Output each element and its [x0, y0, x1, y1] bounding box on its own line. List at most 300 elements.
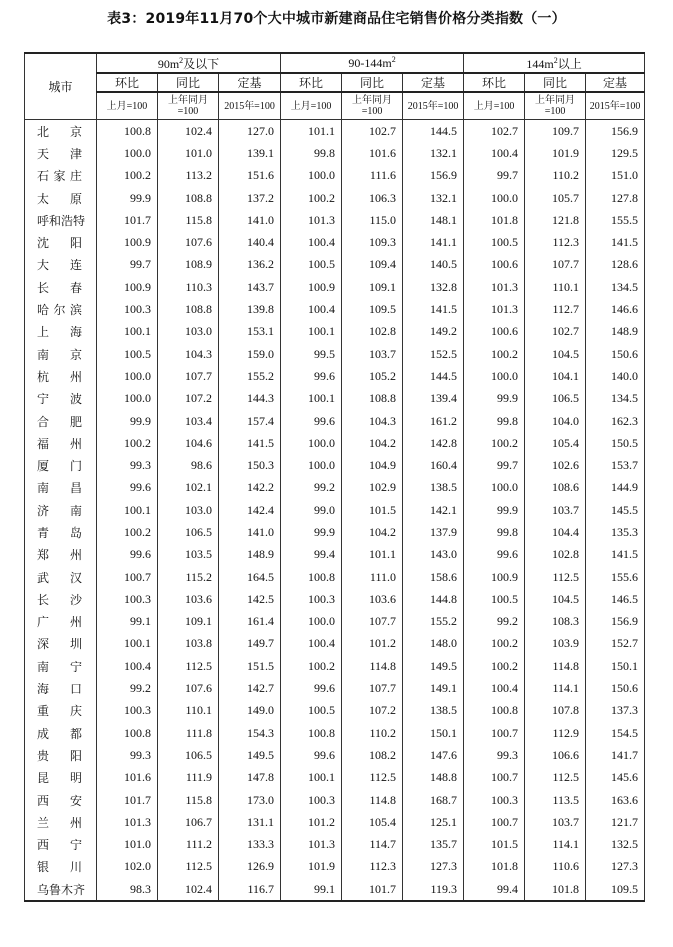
index-value: 142.2: [219, 477, 281, 499]
index-value: 141.5: [586, 544, 645, 566]
index-value: 115.0: [342, 209, 403, 231]
index-value: 149.7: [219, 633, 281, 655]
index-value: 112.5: [342, 767, 403, 789]
index-value: 150.5: [586, 432, 645, 454]
index-value: 155.6: [586, 566, 645, 588]
index-value: 121.7: [586, 811, 645, 833]
index-value: 100.4: [97, 655, 158, 677]
city-name: 青岛: [25, 521, 97, 543]
city-name: 哈尔滨: [25, 298, 97, 320]
index-value: 113.5: [525, 789, 586, 811]
index-value: 100.1: [97, 633, 158, 655]
index-value: 111.9: [158, 767, 219, 789]
city-name: 贵阳: [25, 744, 97, 766]
index-value: 99.9: [281, 521, 342, 543]
index-value: 100.8: [97, 722, 158, 744]
base-label: 上年同月=100: [342, 92, 403, 120]
index-value: 160.4: [403, 454, 464, 476]
index-value: 100.1: [281, 767, 342, 789]
index-value: 102.7: [464, 120, 525, 143]
index-value: 99.3: [97, 744, 158, 766]
index-value: 99.6: [281, 744, 342, 766]
index-value: 107.8: [525, 700, 586, 722]
index-value: 156.9: [586, 611, 645, 633]
index-value: 141.5: [403, 298, 464, 320]
index-value: 138.5: [403, 700, 464, 722]
index-value: 100.2: [97, 165, 158, 187]
index-value: 101.1: [342, 544, 403, 566]
index-value: 144.5: [403, 365, 464, 387]
index-value: 102.9: [342, 477, 403, 499]
index-value: 99.2: [97, 677, 158, 699]
city-name: 宁波: [25, 388, 97, 410]
index-value: 141.0: [219, 521, 281, 543]
column-label: 同比: [158, 73, 219, 92]
table-row: [25, 767, 645, 789]
table-row: [25, 209, 645, 231]
index-value: 113.2: [158, 165, 219, 187]
index-value: 100.8: [281, 566, 342, 588]
index-value: 100.2: [464, 655, 525, 677]
group-header-medium: $90-144m^2$: [281, 53, 464, 73]
index-value: 100.3: [97, 700, 158, 722]
index-value: 99.4: [464, 878, 525, 901]
table-row: [25, 499, 645, 521]
index-value: 139.8: [219, 298, 281, 320]
column-label: 同比: [342, 73, 403, 92]
index-value: 132.1: [403, 142, 464, 164]
index-value: 111.2: [158, 834, 219, 856]
index-value: 102.6: [525, 454, 586, 476]
index-value: 110.1: [525, 276, 586, 298]
city-column-header: 城市: [25, 53, 97, 120]
index-value: 100.0: [281, 165, 342, 187]
city-name: 济南: [25, 499, 97, 521]
index-value: 134.5: [586, 276, 645, 298]
city-name: 上海: [25, 321, 97, 343]
index-value: 101.0: [97, 834, 158, 856]
table-header: [25, 53, 645, 120]
index-value: 100.4: [281, 231, 342, 253]
city-name: 杭州: [25, 365, 97, 387]
index-value: 103.7: [525, 499, 586, 521]
index-value: 100.0: [281, 432, 342, 454]
index-value: 152.7: [586, 633, 645, 655]
index-value: 114.8: [342, 789, 403, 811]
index-value: 103.0: [158, 499, 219, 521]
index-value: 100.7: [464, 722, 525, 744]
column-label: 定基: [586, 73, 645, 92]
index-value: 127.8: [586, 187, 645, 209]
index-value: 103.7: [342, 343, 403, 365]
index-value: 100.1: [281, 321, 342, 343]
index-value: 102.7: [342, 120, 403, 143]
table-row: [25, 365, 645, 387]
index-value: 99.8: [464, 521, 525, 543]
table-row: [25, 321, 645, 343]
index-value: 148.1: [403, 209, 464, 231]
index-value: 100.4: [281, 298, 342, 320]
index-value: 150.6: [586, 343, 645, 365]
index-value: 146.5: [586, 588, 645, 610]
index-value: 108.3: [525, 611, 586, 633]
index-value: 109.7: [525, 120, 586, 143]
column-label: 定基: [403, 73, 464, 92]
index-value: 108.8: [342, 388, 403, 410]
index-value: 112.3: [342, 856, 403, 878]
index-value: 121.8: [525, 209, 586, 231]
table-row: [25, 655, 645, 677]
index-value: 100.2: [97, 432, 158, 454]
city-name: 沈阳: [25, 231, 97, 253]
index-value: 161.4: [219, 611, 281, 633]
index-value: 115.8: [158, 209, 219, 231]
index-value: 101.3: [464, 298, 525, 320]
index-value: 99.8: [281, 142, 342, 164]
index-value: 100.5: [464, 231, 525, 253]
city-name: 郑州: [25, 544, 97, 566]
table-row: [25, 611, 645, 633]
table-row: [25, 410, 645, 432]
index-value: 104.4: [525, 521, 586, 543]
index-value: 107.6: [158, 231, 219, 253]
city-name: 长春: [25, 276, 97, 298]
index-value: 100.7: [464, 811, 525, 833]
index-value: 106.6: [525, 744, 586, 766]
index-value: 99.7: [464, 454, 525, 476]
index-value: 129.5: [586, 142, 645, 164]
index-value: 112.7: [525, 298, 586, 320]
city-name: 合肥: [25, 410, 97, 432]
city-name: 银川: [25, 856, 97, 878]
index-value: 99.6: [281, 410, 342, 432]
index-value: 101.7: [342, 878, 403, 901]
column-label: 环比: [97, 73, 158, 92]
index-value: 132.5: [586, 834, 645, 856]
index-value: 131.1: [219, 811, 281, 833]
index-value: 125.1: [403, 811, 464, 833]
index-value: 119.3: [403, 878, 464, 901]
city-name: 南京: [25, 343, 97, 365]
index-value: 111.8: [158, 722, 219, 744]
index-value: 102.8: [525, 544, 586, 566]
index-value: 108.9: [158, 254, 219, 276]
index-value: 140.0: [586, 365, 645, 387]
index-value: 99.9: [97, 187, 158, 209]
city-name: 长沙: [25, 588, 97, 610]
index-value: 103.9: [525, 633, 586, 655]
column-label: 环比: [464, 73, 525, 92]
index-value: 151.5: [219, 655, 281, 677]
index-value: 104.5: [525, 588, 586, 610]
table-row: [25, 388, 645, 410]
index-value: 99.5: [281, 343, 342, 365]
index-value: 108.2: [342, 744, 403, 766]
table-row: [25, 142, 645, 164]
index-value: 143.0: [403, 544, 464, 566]
city-name: 呼和浩特: [25, 209, 97, 231]
base-label: 上月=100: [464, 92, 525, 120]
index-value: 155.2: [403, 611, 464, 633]
index-value: 99.6: [464, 544, 525, 566]
index-value: 106.5: [525, 388, 586, 410]
table-row: [25, 454, 645, 476]
index-value: 101.6: [97, 767, 158, 789]
index-value: 148.0: [403, 633, 464, 655]
index-value: 137.2: [219, 187, 281, 209]
index-value: 154.5: [586, 722, 645, 744]
table-row: [25, 744, 645, 766]
index-value: 159.0: [219, 343, 281, 365]
city-name: 石家庄: [25, 165, 97, 187]
index-value: 100.3: [281, 588, 342, 610]
index-value: 109.1: [158, 611, 219, 633]
table-row: [25, 588, 645, 610]
column-label: 环比: [281, 73, 342, 92]
table-row: [25, 120, 645, 143]
table-title: 表3：2019年11月70个大中城市新建商品住宅销售价格分类指数（一）: [107, 11, 566, 27]
index-value: 100.1: [97, 321, 158, 343]
index-value: 144.9: [586, 477, 645, 499]
index-value: 112.3: [525, 231, 586, 253]
index-value: 101.1: [281, 120, 342, 143]
index-value: 110.3: [158, 276, 219, 298]
city-name: 南昌: [25, 477, 97, 499]
table-body: [25, 120, 645, 902]
index-value: 142.8: [403, 432, 464, 454]
index-value: 99.4: [281, 544, 342, 566]
table-row: [25, 165, 645, 187]
table-row: [25, 231, 645, 253]
index-value: 139.4: [403, 388, 464, 410]
index-value: 157.4: [219, 410, 281, 432]
index-value: 155.5: [586, 209, 645, 231]
index-value: 100.2: [97, 521, 158, 543]
index-value: 104.3: [342, 410, 403, 432]
index-value: 102.0: [97, 856, 158, 878]
index-value: 102.7: [525, 321, 586, 343]
index-value: 164.5: [219, 566, 281, 588]
city-name: 福州: [25, 432, 97, 454]
city-name: 乌鲁木齐: [25, 878, 97, 901]
index-value: 127.3: [403, 856, 464, 878]
index-value: 158.6: [403, 566, 464, 588]
index-value: 161.2: [403, 410, 464, 432]
index-value: 100.0: [281, 611, 342, 633]
index-value: 103.7: [525, 811, 586, 833]
index-value: 134.5: [586, 388, 645, 410]
index-value: 149.1: [403, 677, 464, 699]
base-label: 上月=100: [97, 92, 158, 120]
index-value: 142.4: [219, 499, 281, 521]
table-row: [25, 566, 645, 588]
base-label: 上月=100: [281, 92, 342, 120]
city-name: 重庆: [25, 700, 97, 722]
index-value: 115.8: [158, 789, 219, 811]
index-value: 105.4: [342, 811, 403, 833]
index-value: 107.7: [158, 365, 219, 387]
city-name: 天津: [25, 142, 97, 164]
index-value: 99.6: [281, 365, 342, 387]
index-value: 100.4: [281, 633, 342, 655]
index-value: 100.6: [464, 321, 525, 343]
index-value: 100.5: [281, 700, 342, 722]
index-value: 107.6: [158, 677, 219, 699]
index-value: 154.3: [219, 722, 281, 744]
index-value: 112.5: [158, 655, 219, 677]
index-value: 99.6: [97, 477, 158, 499]
table-row: [25, 477, 645, 499]
index-value: 109.3: [342, 231, 403, 253]
index-value: 145.5: [586, 499, 645, 521]
index-value: 114.8: [342, 655, 403, 677]
index-value: 107.2: [158, 388, 219, 410]
city-name: 厦门: [25, 454, 97, 476]
column-label: 同比: [525, 73, 586, 92]
index-value: 110.1: [158, 700, 219, 722]
index-value: 100.2: [464, 432, 525, 454]
index-value: 101.8: [464, 209, 525, 231]
index-value: 109.1: [342, 276, 403, 298]
index-value: 145.6: [586, 767, 645, 789]
index-value: 140.5: [403, 254, 464, 276]
index-value: 99.8: [464, 410, 525, 432]
index-value: 151.6: [219, 165, 281, 187]
table-row: [25, 789, 645, 811]
index-value: 99.7: [464, 165, 525, 187]
index-value: 111.6: [342, 165, 403, 187]
index-value: 147.8: [219, 767, 281, 789]
city-name: 大连: [25, 254, 97, 276]
index-value: 111.0: [342, 566, 403, 588]
index-value: 143.7: [219, 276, 281, 298]
index-value: 104.6: [158, 432, 219, 454]
index-value: 101.9: [525, 142, 586, 164]
index-value: 112.5: [525, 767, 586, 789]
city-name: 昆明: [25, 767, 97, 789]
index-value: 116.7: [219, 878, 281, 901]
city-name: 海口: [25, 677, 97, 699]
index-value: 100.9: [281, 276, 342, 298]
index-value: 148.8: [403, 767, 464, 789]
index-value: 101.2: [342, 633, 403, 655]
table-row: [25, 254, 645, 276]
index-value: 149.5: [403, 655, 464, 677]
index-value: 104.2: [342, 521, 403, 543]
index-value: 126.9: [219, 856, 281, 878]
base-label: 2015年=100: [219, 92, 281, 120]
index-value: 105.4: [525, 432, 586, 454]
index-value: 100.2: [281, 655, 342, 677]
index-value: 109.4: [342, 254, 403, 276]
index-value: 163.6: [586, 789, 645, 811]
index-value: 141.5: [586, 231, 645, 253]
index-value: 133.3: [219, 834, 281, 856]
index-value: 100.3: [97, 298, 158, 320]
index-value: 112.5: [525, 566, 586, 588]
table-row: [25, 298, 645, 320]
index-value: 114.8: [525, 655, 586, 677]
index-value: 99.1: [281, 878, 342, 901]
index-value: 104.3: [158, 343, 219, 365]
index-value: 135.3: [586, 521, 645, 543]
index-value: 142.7: [219, 677, 281, 699]
index-value: 100.9: [97, 276, 158, 298]
index-value: 140.4: [219, 231, 281, 253]
index-value: 99.6: [97, 544, 158, 566]
index-value: 102.8: [342, 321, 403, 343]
index-value: 99.3: [97, 454, 158, 476]
table-row: [25, 343, 645, 365]
index-value: 112.9: [525, 722, 586, 744]
index-value: 136.2: [219, 254, 281, 276]
index-value: 100.9: [464, 566, 525, 588]
index-value: 146.6: [586, 298, 645, 320]
index-value: 101.3: [464, 276, 525, 298]
index-value: 101.8: [525, 878, 586, 901]
index-value: 100.0: [97, 388, 158, 410]
index-value: 101.7: [97, 789, 158, 811]
index-value: 107.2: [342, 700, 403, 722]
index-value: 100.8: [281, 722, 342, 744]
index-value: 153.7: [586, 454, 645, 476]
index-value: 106.5: [158, 521, 219, 543]
index-value: 147.6: [403, 744, 464, 766]
index-value: 101.8: [464, 856, 525, 878]
index-value: 99.6: [281, 677, 342, 699]
base-label: 上年同月=100: [158, 92, 219, 120]
index-value: 152.5: [403, 343, 464, 365]
index-value: 99.3: [464, 744, 525, 766]
index-value: 149.5: [219, 744, 281, 766]
index-value: 142.5: [219, 588, 281, 610]
index-value: 128.6: [586, 254, 645, 276]
table-row: [25, 633, 645, 655]
index-value: 112.5: [158, 856, 219, 878]
index-value: 103.5: [158, 544, 219, 566]
index-value: 100.3: [281, 789, 342, 811]
index-value: 106.7: [158, 811, 219, 833]
index-value: 104.9: [342, 454, 403, 476]
index-value: 110.2: [342, 722, 403, 744]
base-label-row: [25, 92, 645, 120]
index-value: 104.5: [525, 343, 586, 365]
city-name: 深圳: [25, 633, 97, 655]
index-value: 100.0: [281, 454, 342, 476]
index-value: 162.3: [586, 410, 645, 432]
index-value: 100.0: [464, 187, 525, 209]
index-value: 101.7: [97, 209, 158, 231]
index-value: 138.5: [403, 477, 464, 499]
index-value: 107.7: [525, 254, 586, 276]
index-value: 100.7: [464, 767, 525, 789]
table-row: [25, 878, 645, 901]
group-header-small: $90m^2$及以下: [97, 53, 281, 73]
index-value: 150.1: [403, 722, 464, 744]
index-value: 101.2: [281, 811, 342, 833]
city-name: 西安: [25, 789, 97, 811]
index-value: 127.3: [586, 856, 645, 878]
index-value: 156.9: [403, 165, 464, 187]
index-value: 135.7: [403, 834, 464, 856]
index-value: 100.0: [97, 142, 158, 164]
index-value: 107.7: [342, 611, 403, 633]
column-label: 定基: [219, 73, 281, 92]
index-value: 100.2: [281, 187, 342, 209]
city-name: 太原: [25, 187, 97, 209]
index-value: 98.3: [97, 878, 158, 901]
city-name: 成都: [25, 722, 97, 744]
